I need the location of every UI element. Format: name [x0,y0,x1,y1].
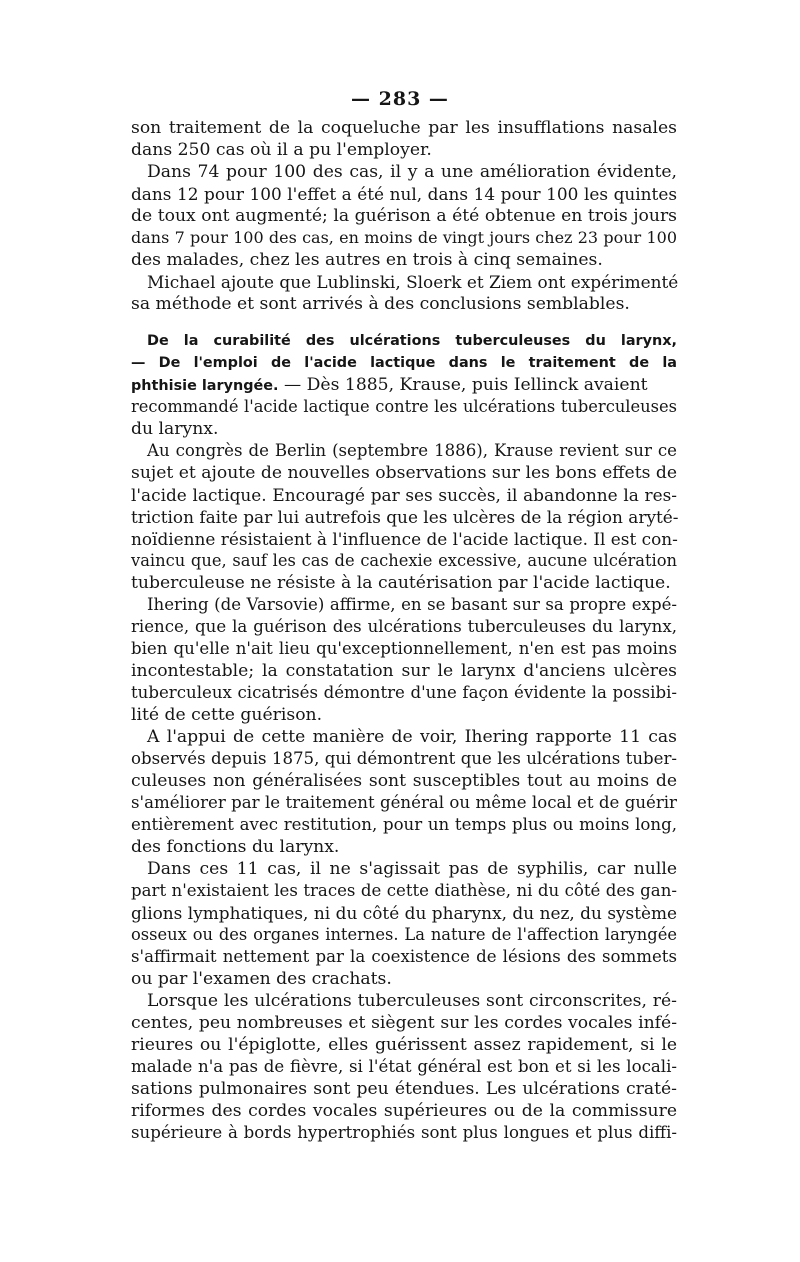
text-line: Ihering (de Varsovie) affirme, en se basant sur sa propre expé- [147,595,677,614]
text-line: l'acide lactique. Encouragé par ses succès, il abandonne la res- [131,485,677,505]
text-line: Au congrès de Berlin (septembre 1886), Krause revient sur ce [147,441,677,460]
text-line: rieures ou l'épiglotte, elles guérissent assez rapidement, si le [131,1035,677,1055]
section-heading-line [131,374,677,396]
text-line: dans 12 pour 100 l'effet a été nul, dans 14 pour 100 les quintes [131,184,677,204]
text-line: noïdienne résistaient à l'influence de l'acide lactique. Il est con- [131,529,678,549]
text-line: malade n'a pas de fièvre, si l'état général est bon et si les locali- [131,1057,677,1076]
text-line: Dans 74 pour 100 des cas, il y a une amélioration évidente, [147,162,677,182]
text-line: sations pulmonaires sont peu étendues. Les ulcérations craté- [131,1079,677,1099]
text-line: part n'existaient les traces de cette diathèse, ni du côté des gan- [131,881,677,900]
text-line: lité de cette guérison. [131,705,323,725]
text-line: sa méthode et sont arrivés à des conclusions semblables. [131,294,630,314]
text-line: de toux ont augmenté; la guérison a été obtenue en trois jours [131,206,677,226]
text-line: Dans ces 11 cas, il ne s'agissait pas de syphilis, car nulle [147,859,677,879]
page-number: — 283 — [351,88,449,110]
text-line: entièrement avec restitution, pour un temps plus ou moins long, [131,815,677,834]
text-line: dans 7 pour 100 des cas, en moins de vingt jours chez 23 pour 100 [131,228,677,247]
text-line: du larynx. [131,419,219,439]
text-line: observés depuis 1875, qui démontrent que les ulcérations tuber- [131,749,677,768]
text-line: vaincu que, sauf les cas de cachexie excessive, aucune ulcération [131,551,677,570]
text-line: s'améliorer par le traitement général ou même local et de guérir [131,793,677,812]
text-line: son traitement de la coqueluche par les insufflations nasales [131,118,677,138]
text-line: bien qu'elle n'ait lieu qu'exceptionnellement, n'en est pas moins [131,639,677,658]
text-line: des malades, chez les autres en trois à cinq semaines. [131,250,603,270]
text-line: tuberculeux cicatrisés démontre d'une façon évidente la possibi- [131,683,677,702]
text-line: Lorsque les ulcérations tuberculeuses sont circonscrites, ré- [147,991,677,1011]
text-line: des fonctions du larynx. [131,837,340,857]
section-heading-rest: — Dès 1885, Krause, puis Iellinck avaient [278,375,648,395]
section-heading-bold: phthisie laryngée. [131,378,279,394]
text-line: sujet et ajoute de nouvelles observations sur les bons effets de [131,463,678,483]
text-line: riformes des cordes vocales supérieures ou de la commissure [131,1101,677,1121]
text-line: triction faite par lui autrefois que les ulcères de la région aryté- [131,507,679,527]
section-heading-line: De la curabilité des ulcérations tuberculeuses du larynx, [147,333,677,349]
text-line: s'affirmait nettement par la coexistence de lésions des sommets [131,947,677,966]
text-line: ou par l'examen des crachats. [131,969,392,989]
text-line: tuberculeuse ne résiste à la cautérisation par l'acide lactique. [131,573,671,593]
text-line: recommandé l'acide lactique contre les ulcérations tuberculeuses [131,397,677,416]
text-line: culeuses non généralisées sont susceptibles tout au moins de [131,771,677,791]
text-line: glions lymphatiques, ni du côté du pharynx, du nez, du système [131,903,677,923]
section-heading-line: — De l'emploi de l'acide lactique dans le traitement de la [131,355,677,371]
text-line: incontestable; la constatation sur le larynx d'anciens ulcères [131,661,677,681]
text-line: Michael ajoute que Lublinski, Sloerk et Ziem ont expérimenté [147,272,679,292]
text-line: centes, peu nombreuses et siègent sur les cordes vocales infé- [131,1013,677,1033]
text-line: supérieure à bords hypertrophiés sont plus longues et plus diffi- [131,1123,677,1142]
text-line: osseux ou des organes internes. La nature de l'affection laryngée [131,925,677,944]
text-line: rience, que la guérison des ulcérations tuberculeuses du larynx, [131,617,677,636]
text-line: A l'appui de cette manière de voir, Ihering rapporte 11 cas [147,727,677,747]
text-line: dans 250 cas où il a pu l'employer. [131,140,432,160]
